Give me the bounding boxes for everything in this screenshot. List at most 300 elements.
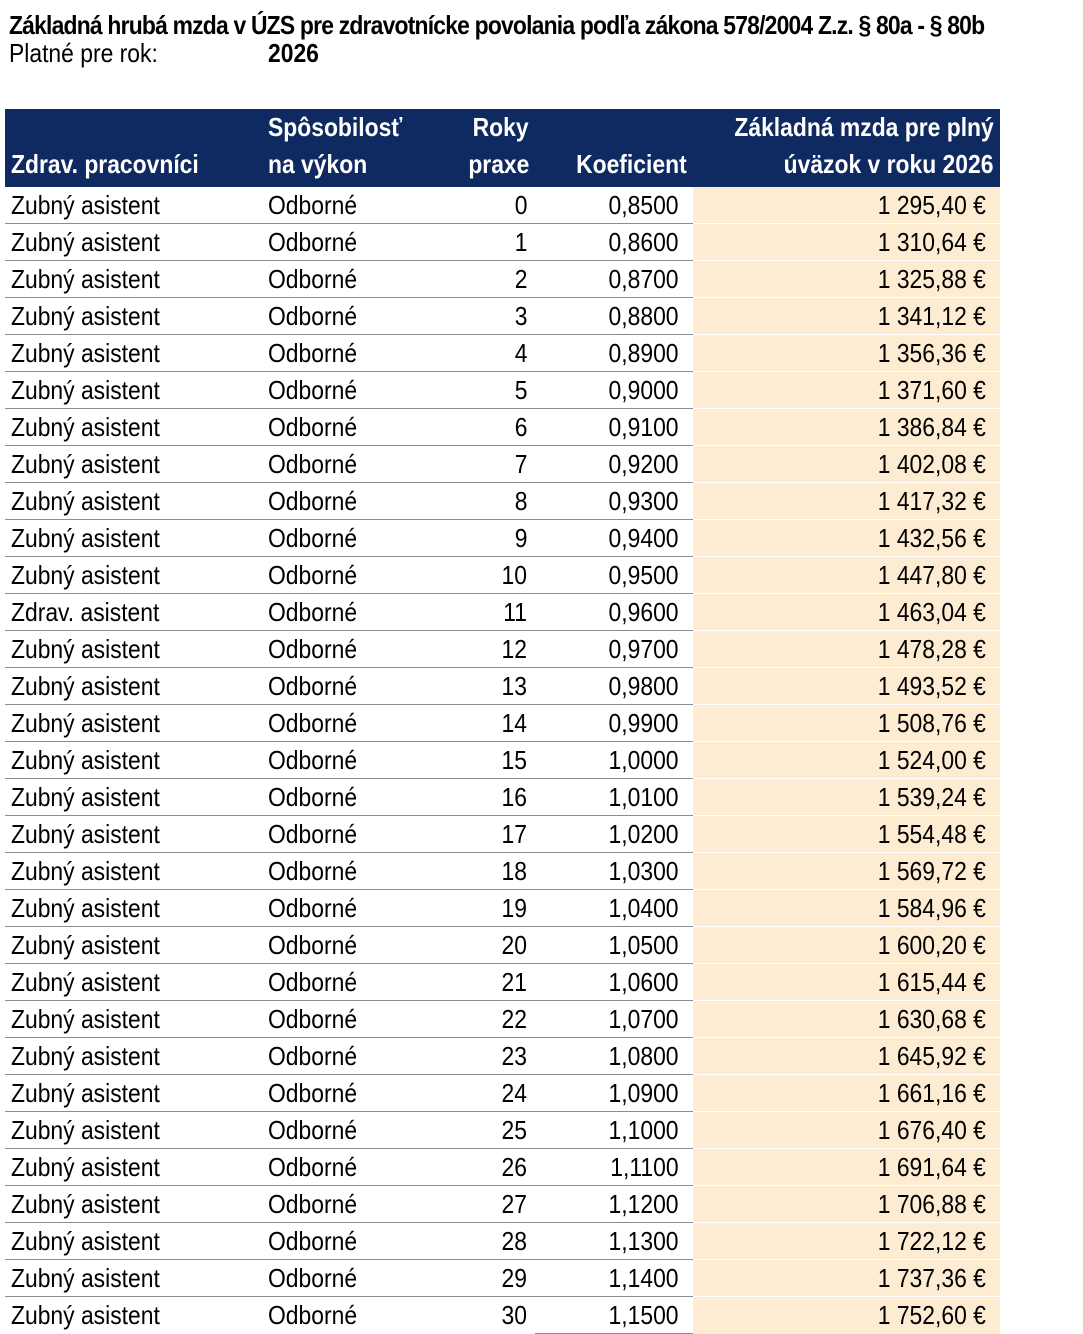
page-title: Základná hrubá mzda v ÚZS pre zdravotnícke povolania podľa zákona 578/2004 Z.z. § 80a - § 80b [9,10,985,40]
cell-coefficient-text: 1,0600 [609,967,679,997]
cell-years [433,853,535,890]
cell-years [433,187,535,224]
cell-salary-text: 1 706,88 € [877,1189,986,1219]
cell-coefficient [535,372,693,409]
cell-years [433,1223,535,1260]
cell-salary [693,1223,1000,1260]
cell-coefficient-text: 0,9000 [609,375,679,405]
cell-years [433,1260,535,1297]
cell-worker-text: Zubný asistent [11,1189,160,1219]
cell-salary [693,1001,1000,1038]
cell-years [433,409,535,446]
cell-worker [5,483,262,520]
cell-ability-text: Odborné [268,745,358,775]
cell-ability [262,1149,433,1186]
cell-years-text: 12 [501,634,527,664]
cell-salary-text: 1 661,16 € [877,1078,986,1108]
table-row [5,742,1000,779]
cell-coefficient-text: 0,9600 [609,597,679,627]
cell-ability-text: Odborné [268,190,358,220]
table-row [5,927,1000,964]
cell-coefficient-text: 0,9500 [609,560,679,590]
cell-salary [693,1260,1000,1297]
cell-years-text: 21 [501,967,527,997]
cell-worker [5,1297,262,1334]
column-header-salary-line2: úväzok v roku 2026 [783,149,994,179]
cell-salary-text: 1 447,80 € [877,560,986,590]
cell-coefficient-text: 1,0800 [609,1041,679,1071]
cell-ability-text: Odborné [268,782,358,812]
cell-salary-text: 1 722,12 € [877,1226,986,1256]
cell-worker [5,705,262,742]
table-row [5,594,1000,631]
cell-worker [5,261,262,298]
cell-salary [693,631,1000,668]
cell-salary [693,409,1000,446]
cell-ability-text: Odborné [268,708,358,738]
column-header-salary [693,109,1000,187]
cell-salary [693,1112,1000,1149]
cell-salary-text: 1 737,36 € [877,1263,986,1293]
cell-years [433,261,535,298]
salary-table [5,109,1000,1334]
cell-worker-text: Zubný asistent [11,745,160,775]
table-row [5,520,1000,557]
cell-salary-text: 1 417,32 € [877,486,986,516]
cell-years [433,1075,535,1112]
column-header-years-line1: Roky [473,112,529,142]
table-row [5,1038,1000,1075]
cell-ability [262,853,433,890]
cell-ability-text: Odborné [268,1226,358,1256]
cell-coefficient-text: 1,0100 [609,782,679,812]
cell-ability [262,1001,433,1038]
cell-ability [262,816,433,853]
cell-ability [262,372,433,409]
cell-coefficient [535,1112,693,1149]
cell-ability-text: Odborné [268,634,358,664]
cell-coefficient-text: 0,9400 [609,523,679,553]
cell-worker-text: Zubný asistent [11,930,160,960]
table-row [5,964,1000,1001]
table-row [5,668,1000,705]
cell-ability [262,890,433,927]
cell-ability [262,705,433,742]
cell-ability [262,742,433,779]
cell-coefficient-text: 1,1100 [610,1152,679,1182]
table-row [5,705,1000,742]
cell-worker-text: Zubný asistent [11,1226,160,1256]
cell-coefficient [535,853,693,890]
cell-worker-text: Zubný asistent [11,782,160,812]
cell-worker [5,372,262,409]
cell-coefficient-text: 1,0000 [609,745,679,775]
cell-coefficient [535,261,693,298]
cell-worker [5,594,262,631]
cell-coefficient [535,335,693,372]
cell-coefficient-text: 0,9800 [609,671,679,701]
cell-ability-text: Odborné [268,560,358,590]
cell-salary-text: 1 524,00 € [877,745,986,775]
table-header [5,109,1000,187]
column-header-coefficient-label: Koeficient [576,149,687,179]
cell-years [433,1149,535,1186]
cell-coefficient-text: 0,8500 [609,190,679,220]
cell-coefficient-text: 1,1300 [609,1226,679,1256]
table-row [5,224,1000,261]
cell-years-text: 3 [514,301,527,331]
cell-ability [262,779,433,816]
cell-worker-text: Zubný asistent [11,1115,160,1145]
cell-coefficient [535,298,693,335]
cell-ability-text: Odborné [268,486,358,516]
cell-years-text: 22 [501,1004,527,1034]
cell-salary [693,298,1000,335]
cell-worker-text: Zubný asistent [11,671,160,701]
column-header-ability [262,109,433,187]
cell-salary [693,483,1000,520]
year-label: Platné pre rok: [9,38,158,68]
cell-ability [262,557,433,594]
cell-years [433,483,535,520]
cell-worker [5,335,262,372]
cell-ability [262,409,433,446]
cell-ability-text: Odborné [268,930,358,960]
table-row [5,1001,1000,1038]
cell-years [433,1112,535,1149]
cell-worker [5,964,262,1001]
cell-years-text: 28 [501,1226,527,1256]
cell-worker-text: Zubný asistent [11,819,160,849]
cell-ability [262,261,433,298]
cell-worker-text: Zubný asistent [11,523,160,553]
cell-salary-text: 1 615,44 € [877,967,986,997]
cell-worker-text: Zubný asistent [11,967,160,997]
cell-coefficient [535,964,693,1001]
cell-years [433,742,535,779]
cell-salary-text: 1 341,12 € [877,301,986,331]
cell-worker [5,1075,262,1112]
cell-worker [5,409,262,446]
table-header-row [5,109,1000,187]
cell-coefficient [535,1001,693,1038]
cell-salary-text: 1 645,92 € [877,1041,986,1071]
cell-years [433,964,535,1001]
table-row [5,372,1000,409]
cell-worker [5,742,262,779]
table-row [5,446,1000,483]
cell-coefficient [535,187,693,224]
table-row [5,631,1000,668]
table-row [5,187,1000,224]
cell-worker-text: Zubný asistent [11,560,160,590]
cell-salary [693,705,1000,742]
cell-years-text: 7 [514,449,527,479]
cell-worker-text: Zubný asistent [11,708,160,738]
cell-worker-text: Zubný asistent [11,227,160,257]
cell-worker [5,1038,262,1075]
cell-ability-text: Odborné [268,1263,358,1293]
column-header-ability-line2: na výkon [268,149,368,179]
column-header-coefficient [535,109,693,187]
cell-worker [5,668,262,705]
cell-salary-text: 1 371,60 € [877,375,986,405]
cell-ability-text: Odborné [268,1115,358,1145]
cell-salary-text: 1 478,28 € [877,634,986,664]
cell-coefficient [535,557,693,594]
cell-ability [262,668,433,705]
cell-ability-text: Odborné [268,227,358,257]
cell-worker [5,1001,262,1038]
table-row [5,483,1000,520]
cell-worker [5,446,262,483]
cell-coefficient [535,705,693,742]
cell-ability-text: Odborné [268,523,358,553]
cell-salary-text: 1 554,48 € [877,819,986,849]
cell-salary-text: 1 310,64 € [877,227,986,257]
cell-coefficient-text: 0,9900 [609,708,679,738]
cell-years [433,594,535,631]
cell-ability [262,1297,433,1334]
cell-ability-text: Odborné [268,597,358,627]
cell-years-text: 2 [514,264,527,294]
cell-ability [262,1260,433,1297]
cell-salary [693,187,1000,224]
cell-years [433,1297,535,1334]
cell-years [433,298,535,335]
cell-years-text: 9 [514,523,527,553]
cell-worker [5,224,262,261]
cell-coefficient-text: 1,0200 [609,819,679,849]
cell-years-text: 27 [501,1189,527,1219]
cell-salary-text: 1 676,40 € [877,1115,986,1145]
cell-coefficient [535,1260,693,1297]
cell-salary-text: 1 584,96 € [877,893,986,923]
cell-years-text: 16 [501,782,527,812]
cell-worker-text: Zdrav. asistent [11,597,160,627]
cell-salary [693,372,1000,409]
cell-worker-text: Zubný asistent [11,634,160,664]
cell-salary-text: 1 691,64 € [877,1152,986,1182]
cell-years [433,779,535,816]
cell-years [433,520,535,557]
cell-coefficient-text: 0,9200 [609,449,679,479]
cell-worker-text: Zubný asistent [11,893,160,923]
cell-salary-text: 1 600,20 € [877,930,986,960]
cell-worker-text: Zubný asistent [11,856,160,886]
cell-coefficient-text: 0,8900 [609,338,679,368]
cell-years-text: 23 [501,1041,527,1071]
cell-worker-text: Zubný asistent [11,375,160,405]
cell-salary [693,1149,1000,1186]
cell-years-text: 4 [514,338,527,368]
table-row [5,1223,1000,1260]
column-header-ability-line1: Spôsobilosť [268,112,403,142]
cell-ability-text: Odborné [268,338,358,368]
cell-years-text: 29 [501,1263,527,1293]
cell-salary [693,1038,1000,1075]
table-row [5,335,1000,372]
cell-coefficient-text: 1,0400 [609,893,679,923]
cell-years [433,224,535,261]
cell-coefficient-text: 0,9100 [609,412,679,442]
cell-ability-text: Odborné [268,1189,358,1219]
cell-worker-text: Zubný asistent [11,1004,160,1034]
cell-coefficient [535,779,693,816]
cell-worker [5,631,262,668]
cell-coefficient-text: 1,1400 [609,1263,679,1293]
cell-coefficient [535,1149,693,1186]
cell-years [433,335,535,372]
cell-worker [5,890,262,927]
cell-coefficient [535,224,693,261]
cell-years-text: 14 [501,708,527,738]
cell-salary [693,1075,1000,1112]
cell-salary [693,779,1000,816]
table-row [5,1112,1000,1149]
table-row [5,298,1000,335]
cell-coefficient-text: 1,1500 [609,1300,679,1330]
cell-salary-text: 1 295,40 € [877,190,986,220]
column-header-years-line2: praxe [467,149,529,179]
cell-coefficient-text: 0,8600 [609,227,679,257]
cell-worker-text: Zubný asistent [11,301,160,331]
cell-coefficient-text: 1,0500 [609,930,679,960]
cell-worker-text: Zubný asistent [11,1041,160,1071]
cell-years-text: 13 [501,671,527,701]
cell-years-text: 19 [501,893,527,923]
cell-coefficient-text: 0,9300 [609,486,679,516]
cell-years [433,1001,535,1038]
table-row [5,1186,1000,1223]
table-row [5,1075,1000,1112]
cell-salary-text: 1 493,52 € [877,671,986,701]
cell-worker [5,187,262,224]
table-row [5,853,1000,890]
cell-salary-text: 1 402,08 € [877,449,986,479]
cell-salary [693,446,1000,483]
cell-worker [5,1223,262,1260]
cell-salary-text: 1 432,56 € [877,523,986,553]
cell-coefficient [535,520,693,557]
cell-worker-text: Zubný asistent [11,1300,160,1331]
cell-years [433,816,535,853]
table-row [5,1260,1000,1297]
cell-years-text: 18 [501,856,527,886]
cell-ability [262,1223,433,1260]
table-row [5,816,1000,853]
cell-ability [262,927,433,964]
cell-salary [693,557,1000,594]
cell-salary-text: 1 569,72 € [877,856,986,886]
cell-salary-text: 1 539,24 € [877,782,986,812]
cell-salary [693,742,1000,779]
cell-coefficient-text: 0,8700 [609,264,679,294]
cell-salary-text: 1 325,88 € [877,264,986,294]
cell-years-text: 15 [501,745,527,775]
cell-worker [5,927,262,964]
cell-coefficient [535,594,693,631]
cell-ability [262,335,433,372]
cell-salary [693,964,1000,1001]
cell-years-text: 11 [503,597,527,627]
cell-worker-text: Zubný asistent [11,449,160,479]
cell-worker-text: Zubný asistent [11,1078,160,1108]
cell-ability [262,964,433,1001]
cell-coefficient [535,1038,693,1075]
cell-coefficient [535,927,693,964]
cell-ability-text: Odborné [268,893,358,923]
cell-salary [693,335,1000,372]
cell-coefficient-text: 1,0700 [609,1004,679,1034]
cell-ability [262,446,433,483]
cell-salary-text: 1 508,76 € [877,708,986,738]
cell-ability [262,1112,433,1149]
cell-years [433,1038,535,1075]
cell-worker-text: Zubný asistent [11,1263,160,1293]
cell-coefficient-text: 1,0300 [609,856,679,886]
table-row [5,1149,1000,1186]
cell-worker [5,557,262,594]
column-header-years [433,109,535,187]
cell-ability-text: Odborné [268,1152,358,1182]
cell-worker [5,1112,262,1149]
cell-worker [5,298,262,335]
cell-years-text: 5 [514,375,527,405]
table-row [5,409,1000,446]
cell-worker-text: Zubný asistent [11,486,160,516]
cell-worker [5,520,262,557]
cell-ability-text: Odborné [268,967,358,997]
cell-ability [262,298,433,335]
cell-coefficient-text: 1,1200 [609,1189,679,1219]
cell-worker [5,853,262,890]
cell-salary [693,853,1000,890]
cell-salary [693,1186,1000,1223]
cell-salary [693,224,1000,261]
cell-years-text: 1 [514,227,527,257]
cell-ability-text: Odborné [268,301,358,331]
cell-years-text: 26 [501,1152,527,1182]
cell-worker [5,816,262,853]
cell-worker-text: Zubný asistent [11,1152,160,1182]
cell-salary-text: 1 356,36 € [877,338,986,368]
cell-worker-text: Zubný asistent [11,190,160,220]
cell-salary [693,816,1000,853]
cell-ability-text: Odborné [268,819,358,849]
cell-salary [693,520,1000,557]
cell-years [433,890,535,927]
cell-ability [262,224,433,261]
cell-years [433,372,535,409]
cell-years-text: 24 [501,1078,527,1108]
table-body [5,187,1000,1334]
table-row [5,890,1000,927]
cell-worker [5,1186,262,1223]
cell-years-text: 0 [514,190,527,220]
cell-coefficient-text: 1,0900 [609,1078,679,1108]
cell-salary-text: 1 386,84 € [877,412,986,442]
cell-ability-text: Odborné [268,264,358,294]
cell-ability-text: Odborné [268,856,358,886]
year-value: 2026 [268,38,319,68]
cell-years [433,705,535,742]
cell-salary-text: 1 463,04 € [877,597,986,627]
cell-coefficient [535,1186,693,1223]
cell-years-text: 8 [514,486,527,516]
column-header-worker-label: Zdrav. pracovníci [11,149,199,179]
cell-coefficient [535,631,693,668]
